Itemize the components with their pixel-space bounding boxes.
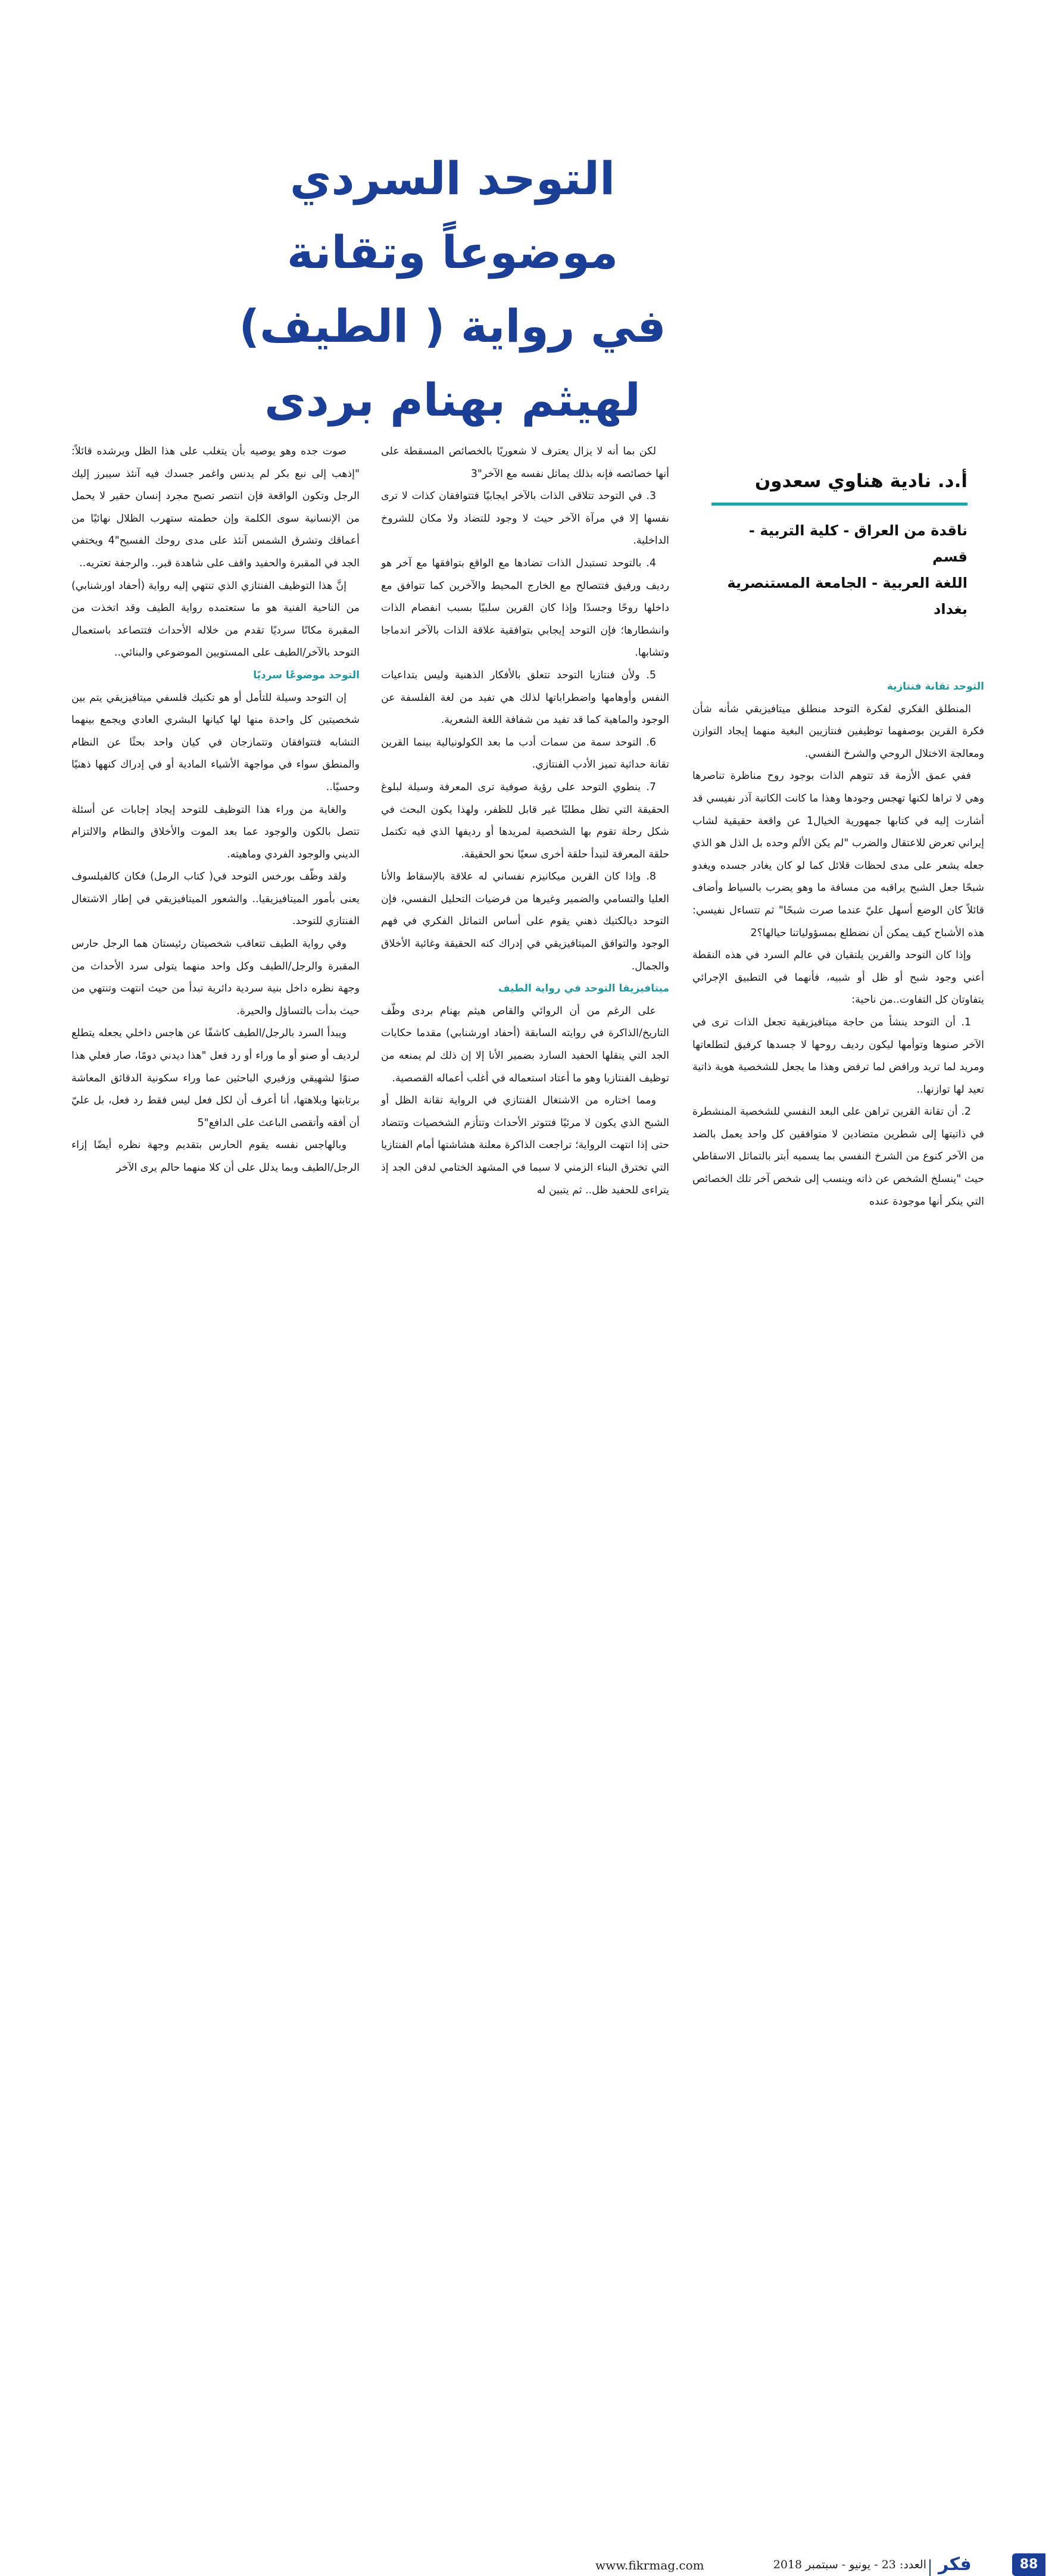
affiliation-line: بغداد	[934, 601, 967, 618]
footer-divider	[929, 2559, 931, 2576]
paragraph: إنَّ هذا التوظيف الفنتازي الذي تنتهي إليه رواية (أحفاد اورشنابي) من الناحية الفنية هو ما ستعتمده رواية الطيف وقد اتخذت من المقبرة مكانًا سرديًا تقدم من خلاله الأحداث فتتصاعد باستعمال التوحد بالآخر/الطيف على المستويين الموضوعي والبنائي..	[71, 579, 360, 659]
paragraph: لكن بما أنه لا يزال يعترف لا شعوريًا بالخصائص المسقطة على أنها خصائصه فإنه بذلك يماثل نفسه مع الآخر"3	[381, 445, 669, 480]
paragraph: وإذا كان التوحد والقرين يلتقيان في عالم السرد في هذه النقطة أعني وجود شبح أو ظل أو شبيه، فأنهما في التطبيق الإجرائي يتفاوتان كل التفاوت..من ناحية:	[692, 949, 984, 1006]
author-name: أ.د. نادية هناوي سعدون	[754, 470, 967, 492]
paragraph: 7. ينطوي التوحد على رؤية صوفية ترى المعرفة وسيلة لبلوغ الحقيقة التي تظل مطلبًا غير قابل للظفر، ولهذا يكون البحث في شكل رحلة تقوم بها الشخصية لمريدها أو رديفها الذي فيه تكتمل حلقة المعرفة لتبدأ حلقة أخرى سعيًا نحو الحقيقة.	[381, 781, 669, 860]
paragraph: وبالهاجس نفسه يقوم الحارس بتقديم وجهة نظره أيضًا إزاء الرجل/الطيف وبما يدلل على أن كلا منهما حالم يرى الآخر	[71, 1139, 360, 1174]
text-column-2	[381, 441, 669, 1202]
author-affiliation	[711, 517, 967, 622]
author-divider	[711, 503, 967, 506]
paragraph: 5. ولأن فنتازيا التوحد تتعلق بالأفكار الذهنية وليس بتداعيات النفس وأوهامها واضطراباتها لذلك هي تفيد من لغة الفلسفة عن الوجود والماهية كما قد تفيد من شفافة اللغة الشعرية.	[381, 669, 669, 726]
paragraph: 4. بالتوحد تستبدل الذات تضادها مع الواقع بتوافقها مع آخر هو رديف ورفيق فتتصالح مع الخارج المحيط والآخرين كما تتوافق مع داخلها روحًا وجسدًا وإذا كان القرين سلبيًا بسبب انفصام الذات وانشطارها؛ فإن التوحد إيجابي بتوافقية علاقة الذات بالآخر اندماجا وتشابها.	[381, 557, 669, 659]
paragraph: ومما اختاره من الاشتغال الفنتازي في الرواية تقانة الظل أو الشبح الذي يكون لا مرئيًا فتتوتر الأحداث وتتأزم الشخصيات وتتضاد حتى إذا انتهت الرواية؛ تراجعت الذاكرة معلنة هشاشتها أمام الفنتازيا التي تخترق البناء الزمني لا سيما في المشهد الختامي لدفن الجد إذ يتراءى للحفيد ظل.. ثم يتبين له	[381, 1094, 669, 1196]
paragraph: صوت جده وهو يوصيه بأن يتغلب على هذا الظل ويرشده قائلاً: "إذهب إلى نبع بكر لم يدنس واغمر جسدك فيه آنئذ سيبرز إليك الرجل وتكون الواقعة فإن انتصر تصبح مجرد إنسان حقير لا يحمل من الإنسانية سوى الكلمة وإن حطمته ستهرب الظلال نهائيًا من أعماقك وتشرق الشمس آنئذ على مدى روحك الفسيح"4 ويختفي الجد في المقبرة والحفيد واقف على شاهدة قبر.. والرجفة تعتريه..	[71, 445, 360, 569]
issue-info: العدد: 23 - يونيو - سبتمبر 2018	[773, 2558, 926, 2571]
title-line: موضوعاً وتقانة	[286, 226, 619, 279]
paragraph: إن التوحد وسيلة للتأمل أو هو تكنيك فلسفي ميتافيزيقي يتم بين شخصيتين كل واحدة منها لها كيانها البشري العادي ويجمع بينهما التشابه فتتوافقان وتتمازجان في كيان واحد بحثًا عن النظام والمنطق سواء في مواجهة الأشياء المادية أو في إدراك كنهها ذهنيًا وحسيًا..	[71, 691, 360, 793]
paragraph: 8. وإذا كان القرين ميكانيزم نفساني له علاقة بالإسقاط والأنا العليا والتسامي والضمير وغيرها من فرضيات التحليل النفسي، فإن التوحد ديالكتيك ذهني يقوم على أساس التماثل الفكري في فهم الوجود والتوافق الميتافيزيقي في إدراك كنه الحقيقة وغائية الأخلاق والجمال.	[381, 871, 669, 972]
text-column-1	[692, 676, 984, 1213]
section-heading: التوحد تقانة فنتازية	[887, 681, 984, 693]
article-title	[226, 142, 679, 437]
section-heading: التوحد موضوعًا سرديًا	[253, 669, 360, 681]
affiliation-line: اللغة العربية - الجامعة المستنصرية	[727, 575, 967, 591]
paragraph: المنطلق الفكري لفكرة التوحد منطلق ميتافيزيقي شأنه شأن فكرة القرين بوصفهما توظيفين فنتازيين البغية منهما إيجاد التوازن ومعالجة الاختلال الروحي والشرخ النفسي.	[692, 703, 984, 760]
paragraph: ويبدأ السرد بالرجل/الطيف كاشفًا عن هاجس داخلي يجعله يتطلع لرديف أو صنو أو ما وراء أو رد فعل "هذا ديدني دومًا، صار فعلي هذا صنوًا لشهيقي وزفيري الباحثين عما وراء سكونية الدقائق المعاشة برتابتها وبلاهتها، أنا أعرف أن لكل فعل ليس فقط رد فعل، بل عليّ أن أفقه وأتقصى الباعث على الدافع"5	[71, 1027, 360, 1129]
paragraph: على الرغم من أن الروائي والقاص هيثم بهنام بردى وظّف التاريخ/الذاكرة في روايته السابقة (أحفاد اورشنابي) مقدما حكايات الجد التي ينقلها الحفيد السارد بضمير الأنا إلا إن ذلك لم يمنعه من توظيف الفنتازيا وهو ما أعتاد استعماله في أغلب أعماله القصصية.	[381, 1005, 669, 1084]
paragraph: ففي عمق الأزمة قد تتوهم الذات بوجود روح مناظرة تناصرها وهي لا تراها لكنها تهجس وجودها وهذا ما كانت الكاتبة آذر نفيسي قد أشارت إليه في كتابها جمهورية الخيال1 عن واقعة حقيقية لشاب إيراني تعرض للاعتقال والضرب "لم يكن الألم وحده بل الذل هو الذي جعله يشعر على مدى لحظات قلائل كما لو كان يغادر جسده ويغدو شبحًا جعل الشبح يراقبه من مسافة ما وهو يضرب بالسياط وأضاف قائلاً كان الوضع أسهل عليّ عندما صرت شبحًا" ثم تتساءل نفيسي: هذه الأشباح كيف يمكن أن نضطلع بمسؤولياتنا حيالها؟2	[692, 770, 984, 939]
title-line: لهيثم بهنام بردى	[264, 373, 641, 426]
title-line: التوحد السردي	[289, 152, 616, 205]
website-link[interactable]: www.fikrmag.com	[595, 2558, 704, 2572]
paragraph: وفي رواية الطيف تتعاقب شخصيتان رئيستان هما الرجل حارس المقبرة والرجل/الطيف وكل واحد منهما يتولى سرد الأحداث من وجهة نظره داخل بنية سردية دائرية تبدأ من حيث انتهت وتنتهي من حيث بدأت بالتساؤل والحيرة.	[71, 938, 360, 1017]
page-footer	[0, 1279, 1055, 2575]
magazine-logo: فكر	[938, 2554, 972, 2575]
paragraph: 6. التوحد سمة من سمات أدب ما بعد الكولونيالية بينما القرين تقانة حداثية تميز الأدب الفنتازي.	[381, 736, 669, 771]
text-column-3	[71, 441, 360, 1180]
affiliation-line: ناقدة من العراق - كلية التربية - قسم	[748, 522, 967, 565]
paragraph: 2. أن تقانة القرين تراهن على البعد النفسي للشخصية المنشطرة في ذاتيتها إلى شطرين متضادين لا متوافقين كل واحد يعمل بالضد من الآخر كنوع من الشرخ النفسي بما يسميه أبتر بالتماثل الاسقاطي حيث "ينسلخ الشخص عن ذاته وينسب إلى شخص آخر تلك الخصائص التي ينكر أنها موجودة عنده	[692, 1106, 984, 1208]
title-line: في رواية ( الطيف)	[239, 300, 666, 353]
paragraph: 1. أن التوحد ينشأ من حاجة ميتافيزيقية تجعل الذات ترى في الآخر صنوها وتوأمها ليكون رديف روحها لا جسدها كرفيق لتطلعاتها ومريد لما تريد ورافض لما ترفض وهذا ما يجعل للشخصية هوية ذاتية تعيد لها توازنها..	[692, 1016, 984, 1096]
page-number: 88	[1012, 2553, 1045, 2576]
author-block	[711, 470, 967, 622]
paragraph: ولقد وظّف بورخس التوحد في( كتاب الرمل) فكان كالفيلسوف يعنى بأمور الميتافيزيقيا.. والشعور الميتافيزيقي في إطار الاشتغال الفنتازي للتوحد.	[71, 871, 360, 928]
section-heading: ميتافيزيقا التوحد في رواية الطيف	[498, 983, 669, 995]
paragraph: 3. في التوحد تتلاقى الذات بالآخر ايجابيًا فتتوافقان كذات لا ترى نفسها إلا في مرآة الآخر حيث لا وجود للتضاد ولا مكان للشروخ الداخلية.	[381, 490, 669, 547]
paragraph: والغاية من وراء هذا التوظيف للتوحد إيجاد إجابات عن أسئلة تتصل بالكون والوجود عما بعد الموت والأخلاق والنظام والالتزام الديني والوجود الفردي وماهيته.	[71, 803, 360, 860]
